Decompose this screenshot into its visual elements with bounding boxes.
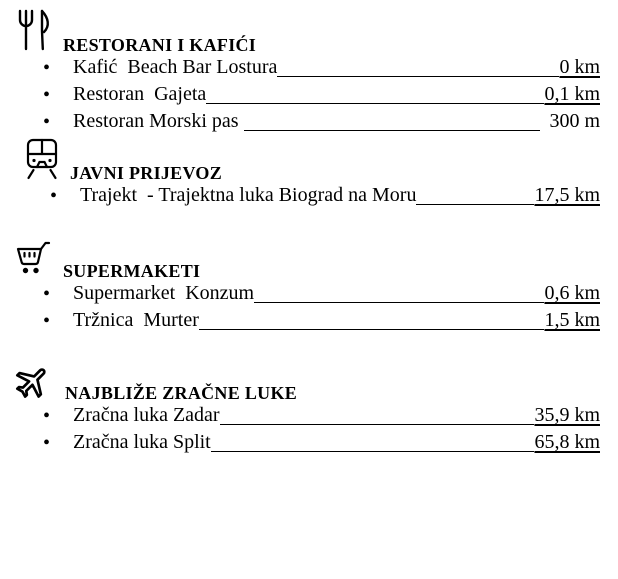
section-transport-header bbox=[14, 137, 618, 182]
list-item bbox=[73, 54, 600, 81]
list-item bbox=[73, 182, 600, 209]
distance-value: 1,5 km bbox=[544, 309, 600, 331]
leader-line bbox=[244, 130, 541, 131]
cart-icon bbox=[14, 240, 52, 276]
distance-value: 65,8 km bbox=[534, 431, 600, 453]
list-item bbox=[73, 307, 600, 334]
leader-line bbox=[254, 302, 544, 303]
list-item bbox=[73, 402, 600, 429]
leader-line bbox=[211, 451, 535, 452]
supermarkets-list bbox=[0, 280, 600, 334]
distance-value: 17,5 km bbox=[534, 184, 600, 206]
section-heading: JAVNI PRIJEVOZ bbox=[70, 163, 223, 183]
place-name: • Zračna luka Zadar bbox=[73, 404, 220, 426]
section-heading: SUPERMAKETI bbox=[63, 261, 201, 281]
section-airports-header bbox=[14, 362, 618, 402]
distance-value: 0,1 km bbox=[544, 83, 600, 105]
leader-line bbox=[220, 424, 535, 425]
section-heading: NAJBLIŽE ZRAČNE LUKE bbox=[65, 383, 298, 403]
distance-value: 0,6 km bbox=[544, 282, 600, 304]
distance-value: 35,9 km bbox=[534, 404, 600, 426]
restaurants-list bbox=[0, 54, 600, 135]
train-icon bbox=[25, 138, 59, 180]
list-item bbox=[73, 108, 600, 135]
airports-list bbox=[0, 402, 600, 456]
place-name: • Zračna luka Split bbox=[73, 431, 211, 453]
place-name: • Restoran Morski pas bbox=[73, 110, 244, 132]
amenities-document bbox=[0, 6, 618, 456]
distance-value: 0 km bbox=[559, 56, 600, 78]
place-name: • Supermarket Konzum bbox=[73, 282, 255, 304]
place-name: • Kafić Beach Bar Lostura bbox=[73, 56, 278, 78]
list-item bbox=[73, 81, 600, 108]
transport-list bbox=[0, 182, 600, 209]
leader-line bbox=[277, 76, 559, 77]
leader-line bbox=[416, 204, 534, 205]
leader-line bbox=[206, 103, 544, 104]
utensils-icon bbox=[14, 8, 52, 52]
place-name: • Tržnica Murter bbox=[73, 309, 199, 331]
list-item bbox=[73, 280, 600, 307]
place-name: • Trajekt - Trajektna luka Biograd na Moru bbox=[80, 184, 417, 206]
distance-value: 300 m bbox=[549, 110, 600, 132]
section-heading: RESTORANI I KAFIĆI bbox=[63, 35, 257, 55]
plane-icon bbox=[14, 363, 52, 401]
section-restaurants-header bbox=[14, 6, 618, 54]
place-name: • Restoran Gajeta bbox=[73, 83, 207, 105]
section-supermarkets-header bbox=[14, 236, 618, 280]
list-item bbox=[73, 429, 600, 456]
leader-line bbox=[199, 329, 545, 330]
